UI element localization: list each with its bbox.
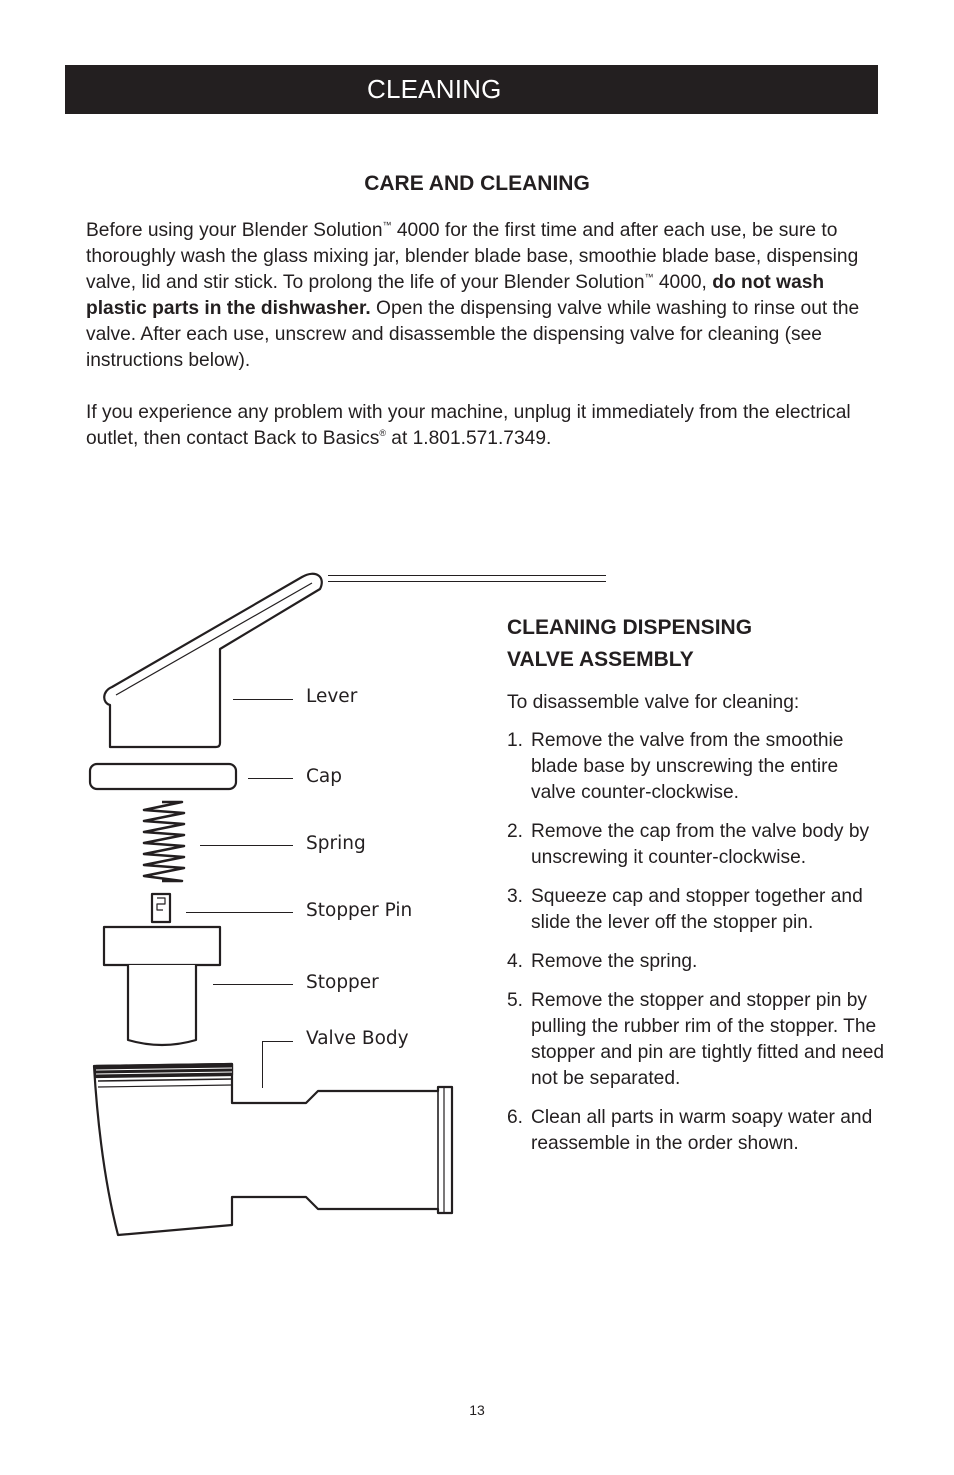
step-number: 2.: [507, 821, 524, 842]
registered-symbol: ®: [379, 428, 386, 438]
care-paragraph-1: [86, 218, 886, 374]
care-p1-text-a: Before using your Blender Solution: [86, 220, 383, 241]
cap-label: Cap: [306, 766, 342, 787]
step-text: Remove the stopper and stopper pin by pulling the rubber rim of the stopper. The stopper and pin are tightly fitted and need not be separated.: [531, 990, 885, 1089]
step-number: 1.: [507, 730, 524, 751]
valve-title-line-2: VALVE ASSEMBLY: [507, 648, 694, 671]
list-item: [507, 728, 887, 806]
care-paragraph-2: [86, 400, 886, 452]
cap-leader-line: [248, 778, 293, 779]
lever-leader-line: [233, 699, 293, 700]
section-header-title: CLEANING: [367, 74, 502, 104]
step-text: Remove the cap from the valve body by unscrewing it counter-clockwise.: [531, 821, 870, 868]
step-number: 3.: [507, 886, 524, 907]
valve-body-leader-drop: [262, 1041, 263, 1088]
step-number: 5.: [507, 990, 524, 1011]
list-item: [507, 949, 887, 975]
valve-assembly-title: [507, 612, 887, 676]
step-text: Remove the spring.: [531, 951, 698, 972]
stopper-pin-part: [152, 894, 170, 922]
list-item: [507, 819, 887, 871]
trademark-symbol: ™: [644, 272, 654, 282]
dishwasher-warning: do not wash plastic parts in the dishwasher.: [86, 272, 825, 319]
spring-leader-line: [200, 845, 293, 846]
valve-steps-list: [507, 728, 887, 1157]
care-cleaning-title: CARE AND CLEANING: [364, 172, 590, 195]
trademark-symbol: ™: [382, 220, 392, 230]
spring-label: Spring: [306, 833, 366, 854]
cap-part: [90, 764, 236, 789]
stopper-leader-line: [213, 984, 293, 985]
list-item: [507, 1105, 887, 1157]
valve-body-part: [94, 1064, 452, 1235]
list-item: [507, 884, 887, 936]
step-text: Squeeze cap and stopper together and slide the lever off the stopper pin.: [531, 886, 863, 933]
care-p2-text-a: If you experience any problem with your machine, unplug it immediately from the electrical outlet, then contact Back to Basics: [86, 402, 851, 449]
step-text: Remove the valve from the smoothie blade base by unscrewing the entire valve counter-clockwise.: [531, 730, 844, 803]
valve-intro: To disassemble valve for cleaning:: [507, 692, 800, 713]
valve-title-line-1: CLEANING DISPENSING: [507, 616, 753, 639]
spring-part: [144, 802, 184, 881]
step-text: Clean all parts in warm soapy water and reassemble in the order shown.: [531, 1107, 873, 1154]
valve-body-leader-line: [262, 1041, 293, 1042]
care-p2-text-b: at 1.801.571.7349.: [385, 428, 552, 449]
valve-instructions: [507, 612, 887, 1170]
stopper-pin-label: Stopper Pin: [306, 900, 413, 921]
lever-label: Lever: [306, 686, 358, 707]
step-number: 4.: [507, 951, 524, 972]
stopper-label: Stopper: [306, 972, 379, 993]
care-p1-text-d: Open the dispensing valve while washing to rinse out the valve. After each use, unscrew and disassemble the dispensing valve for cleaning (see instructions below).: [86, 298, 860, 371]
care-p1-text-b: 4000 for the first time and after each use, be sure to thoroughly wash the glass mixing jar, blender blade base, smoothie blade base, dispensing valve, lid and stir stick. To prolong the life of your Blender Solution: [86, 220, 859, 293]
stopper-pin-leader-line: [186, 912, 293, 913]
valve-body-label: Valve Body: [306, 1028, 409, 1049]
list-item: [507, 988, 887, 1092]
care-p1-text-c: 4000,: [653, 272, 713, 293]
stopper-part: [104, 927, 220, 1045]
lever-part: [80, 565, 328, 747]
step-number: 6.: [507, 1107, 524, 1128]
page-number: 13: [469, 1402, 485, 1418]
section-header-bar: [65, 65, 878, 114]
